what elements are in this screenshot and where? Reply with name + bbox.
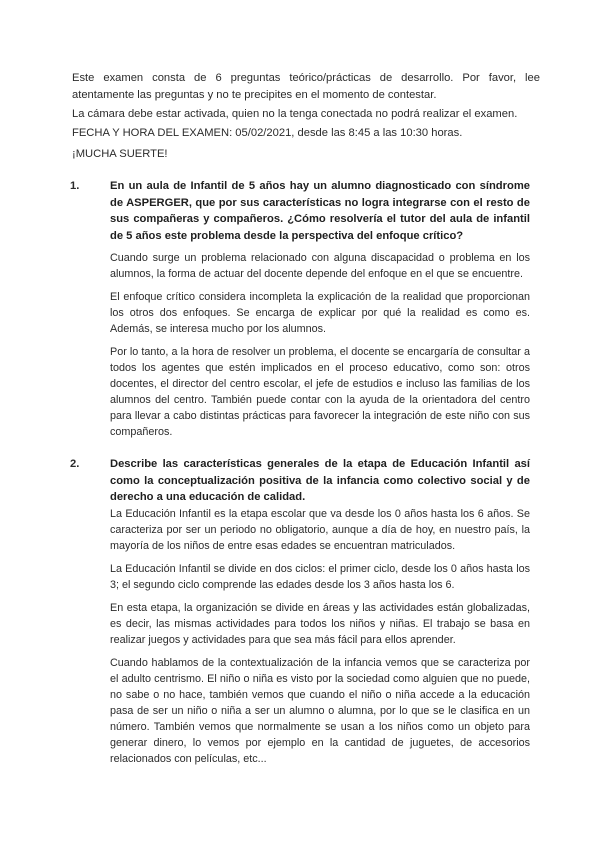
question-1	[70, 178, 530, 447]
question-title: Describe las características generales de la etapa de Educación Infantil así como la conceptualización positiva de la infancia como colectivo social y de derecho a una educación de calidad.	[110, 458, 530, 503]
intro-line-3: FECHA Y HORA DEL EXAMEN: 05/02/2021, desde las 8:45 a las 10:30 horas.	[72, 127, 463, 139]
answer-paragraph: En esta etapa, la organización se divide en áreas y las actividades están globalizadas, es decir, las mismas actividades para todos los niños y niñas. El trabajo se basa en realizar juegos y actividades para que sea más fácil para ellos aprender.	[110, 601, 530, 646]
question-number: 1.	[70, 180, 80, 192]
intro-line-1: Este examen consta de 6 preguntas teórico/prácticas de desarrollo. Por favor, lee atentamente las preguntas y no te precipites en el momento de contestar.	[72, 72, 540, 101]
answer-paragraph: Cuando surge un problema relacionado con alguna discapacidad o problema en los alumnos, la forma de actuar del docente depende del enfoque en el que se encuentre.	[110, 252, 530, 280]
intro-camera-notice	[72, 106, 540, 123]
intro-instructions	[72, 70, 540, 104]
question-2	[70, 456, 530, 774]
question-title: En un aula de Infantil de 5 años hay un alumno diagnosticado con síndrome de ASPERGER, que por sus características no logra integrarse con el resto de sus compañeras y compañeros. ¿Cómo resolvería el tutor del aula de infantil de 5 años este problema desde la perspectiva del enfoque crítico?	[110, 180, 530, 242]
intro-good-luck	[72, 146, 540, 163]
answer-paragraph: Por lo tanto, a la hora de resolver un problema, el docente se encargaría de consultar a todos los agentes que estén implicados en el proceso educativo, como son: otros docentes, el director del centro escolar, el jefe de estudios e incluso las familias de los alumnos del centro. También puede contar con la ayuda de la orientadora del centro para llevar a cabo distintas prácticas para favorecer la integración de este niño con sus compañeros.	[110, 346, 530, 438]
answer-paragraph: El enfoque crítico considera incompleta la explicación de la realidad que proporcionan los otros dos enfoques. Se encarga de explicar por qué la realidad es como es. Además, se interesa mucho por los alumnos.	[110, 291, 530, 335]
question-number: 2.	[70, 458, 80, 470]
answer-paragraph: Cuando hablamos de la contextualización de la infancia vemos que se caracteriza por el adulto centrismo. El niño o niña es visto por la sociedad como alguien que no puede, no sabe o no hace, también vemos que cuando el niño o niña accede a la educación pasa de ser un niño o niña a ser un alumno o alumna, por lo que se le clasifica en un número. También vemos que normalmente se usan a los niños como un objeto para generar dinero, lo vemos por ejemplo en la cantidad de juguetes, de accesorios relacionados con películas, etc...	[110, 656, 530, 765]
intro-line-4: ¡MUCHA SUERTE!	[72, 148, 168, 160]
intro-line-2: La cámara debe estar activada, quien no la tenga conectada no podrá realizar el examen.	[72, 108, 518, 120]
answer-paragraph: La Educación Infantil es la etapa escolar que va desde los 0 años hasta los 6 años. Se caracteriza por ser un periodo no obligatorio, aunque a día de hoy, en nuestro país, la mayoría de los niños de entre esas edades se encuentran matriculados.	[110, 507, 530, 552]
answer-paragraph: La Educación Infantil se divide en dos ciclos: el primer ciclo, desde los 0 años hasta los 3; el segundo ciclo comprende las edades desde los 3 años hasta los 6.	[110, 562, 530, 591]
intro-exam-date	[72, 125, 540, 142]
